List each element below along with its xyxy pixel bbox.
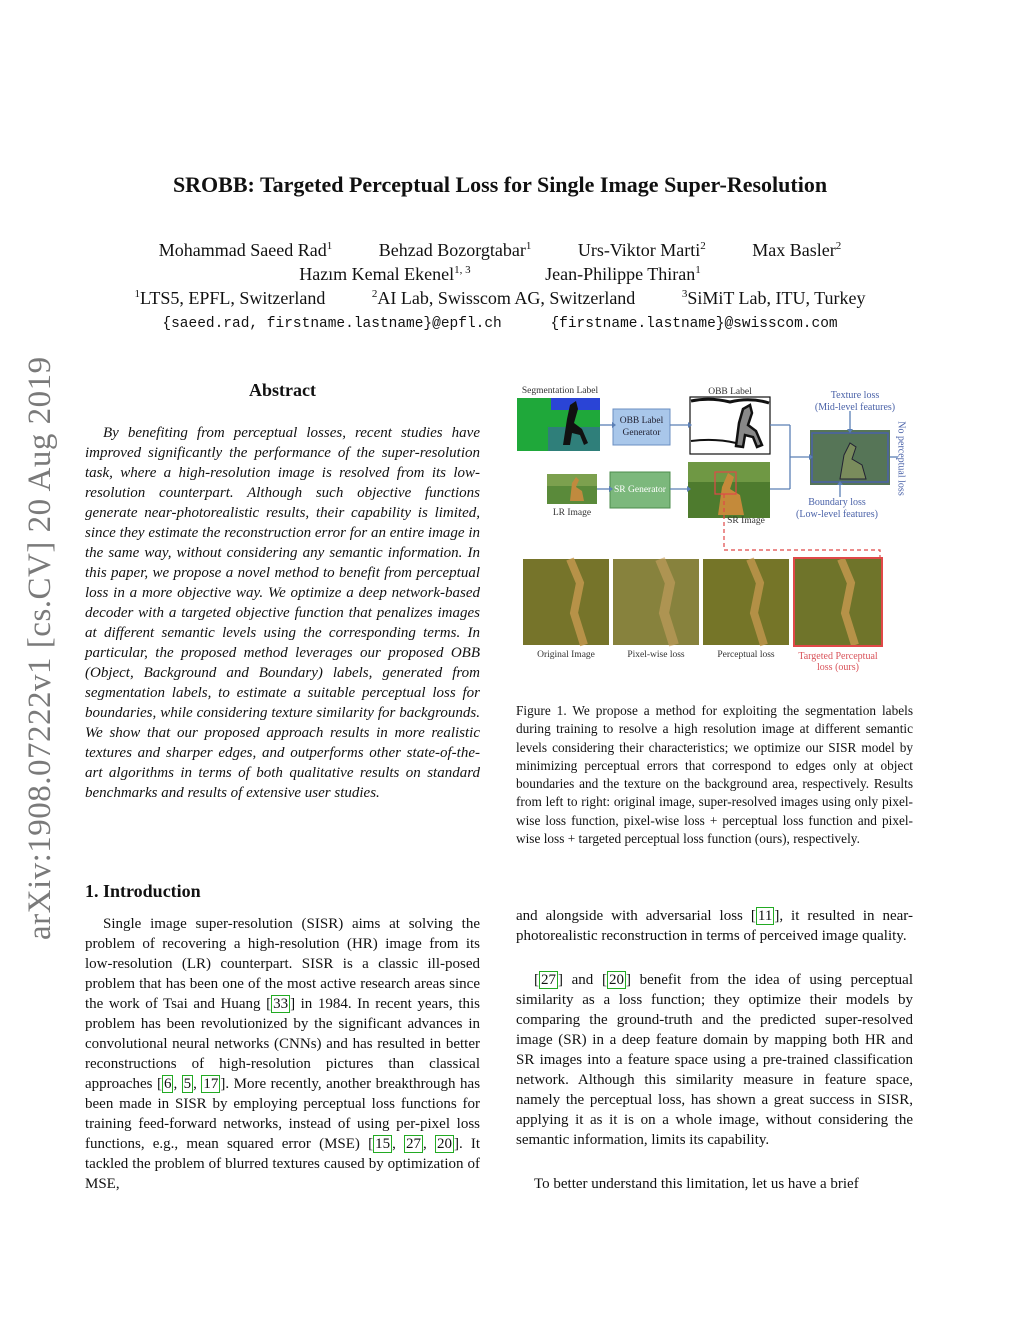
crop-label-pixel: Pixel-wise loss <box>627 650 685 660</box>
obb-label-image <box>690 397 770 454</box>
citation-link[interactable]: 17 <box>203 1076 219 1092</box>
authors-row-2 <box>80 264 920 285</box>
intro-paragraph-2: and alongside with adversarial loss [ 11 ], it resulted in near-photorealistic reconstruction in terms of perceived image quality. <box>516 908 913 944</box>
paper-title: SROBB: Targeted Perceptual Loss for Single Image Super-Resolution <box>172 172 828 197</box>
citation-link[interactable]: 6 <box>163 1076 172 1092</box>
figure-1-caption: Figure 1. We propose a method for exploiting the segmentation labels during training to resolve a high resolution image at different semantic levels considering their characteristics; we optimize our SISR model by minimizing perceptual errors that correspond to edges only at object boundaries and the texture on the background area, respectively. Results from left to right: original image, super-resolved images using only pixel-wise loss function, pixel-wise loss + perceptual loss function and pixel-wise loss + targeted perceptual loss function (ours), respectively. <box>516 703 913 847</box>
intro-paragraph-3: [ 27 ] and [ 20 ] benefit from the idea of using perceptual similarity as a loss function; they optimize their models by comparing the ground-truth and the predicted super-resolved image (SR) in a deep feature domain by mapping both HR and SR images into a feature space using a pre-trained classification network. Although this similarity measure in feature space, namely the perceptual loss, has shown a great success in SISR, applying it as it is on a whole image, without considering the semantic information, limits its capability. <box>516 972 913 1148</box>
crop-targeted <box>794 558 882 646</box>
crop-perceptual <box>703 559 789 645</box>
author: Jean-Philippe Thiran$^1$ <box>545 264 701 284</box>
author: Mohammad Saeed Rad$^1$ <box>158 240 333 260</box>
mid-level-label: (Mid-level features) <box>814 402 896 413</box>
citation-link[interactable]: 27 <box>541 972 556 988</box>
affiliation: $^2$AI Lab, Swisscom AG, Switzerland <box>371 288 636 308</box>
affiliation: $^1$LTS5, EPFL, Switzerland <box>134 288 326 308</box>
author: Urs-Viktor Marti$^2$ <box>577 240 706 260</box>
texture-loss-label: Texture loss <box>830 390 880 401</box>
obb-generator-label: OBB Label Generator <box>619 416 664 438</box>
citation-link[interactable]: 11 <box>757 908 773 924</box>
crop-pixel-wise <box>613 559 699 645</box>
abstract-text: By benefiting from perceptual losses, recent studies have improved significantly the performance of the super-resolution task, where a high-resolution image is resolved from its low-resolution counterpart. Although such objective functions generate near-photorealistic results, their capability is limited, since they estimate the reconstruction error for an entire image in the same way, without considering any semantic information. In this paper, we propose a novel method to benefit from perceptual loss in a more objective way. We optimize a deep network-based decoder with a targeted objective function that penalizes images at different semantic levels using the corresponding terms. In particular, the proposed method leverages our proposed OBB (Object, Background and Boundary) labels, generated from segmentation labels, to estimate a suitable perceptual loss for boundaries, while considering texture similarity for backgrounds. We show that our proposed approach results in more realistic textures and sharper edges, and outperforms other state-of-the-art algorithms in terms of both qualitative results on standard benchmarks and results of extensive user studies. <box>85 425 480 801</box>
segmentation-label-image <box>517 398 600 451</box>
low-level-label: (Low-level features) <box>796 509 878 520</box>
boundary-loss-label: Boundary loss <box>808 497 866 508</box>
figure-1-diagram <box>510 383 920 683</box>
sr-image-caption: SR Image <box>727 516 765 526</box>
affiliation: $^3$SiMiT Lab, ITU, Turkey <box>681 288 866 308</box>
emails <box>80 316 920 332</box>
abstract-heading: Abstract <box>249 380 316 400</box>
author: Hazım Kemal Ekenel$^{1, 3}$ <box>299 264 471 284</box>
citation-link[interactable]: 15 <box>375 1136 391 1152</box>
crop-label-perceptual: Perceptual loss <box>717 650 775 660</box>
lr-image-caption: LR Image <box>552 508 592 518</box>
affiliations <box>80 288 920 309</box>
segmentation-label-caption: Segmentation Label <box>521 386 599 396</box>
intro-paragraph-4: To better understand this limitation, let us have a brief <box>534 1176 859 1192</box>
authors-row-1 <box>80 240 920 261</box>
texture-overlay-image <box>810 430 890 485</box>
arxiv-stamp: arXiv:1908.07222v1 [cs.CV] 20 Aug 2019 <box>22 356 58 940</box>
intro-heading: 1. Introduction <box>85 881 201 901</box>
email: {firstname.lastname}@swisscom.com <box>550 316 838 332</box>
crop-label-targeted: Targeted Perceptual loss (ours) <box>798 651 878 673</box>
sr-generator-label: SR Generator <box>614 485 666 495</box>
author: Max Basler$^2$ <box>752 240 842 260</box>
crop-original <box>523 559 609 645</box>
intro-paragraph-1: Single image super-resolution (SISR) aims at solving the problem of recovering a high-resolution (HR) image from its low-resolution (LR) counterpart. SISR is a classic ill-posed problem that has been one of the most active research areas since the work of Tsai and Huang [ 33 ] in 1984. In recent years, this problem has been revolutionized by the significant advances in convolutional neural networks (CNNs) and has resulted in better reconstructions of high-resolution pictures than classical approaches [ 6 , 5 , 17 ]. More recently, another breakthrough has been made in SISR by employing perceptual loss functions for training feed-forward networks, instead of using per-pixel loss functions, e.g., mean squared error (MSE) [ 15 , 27 , 20 ]. It tackled the problem of blurred textures caused by optimization of MSE, <box>85 916 481 1192</box>
crop-label-original: Original Image <box>537 650 595 660</box>
figure-1 <box>510 383 920 683</box>
obb-label-caption: OBB Label <box>708 387 752 397</box>
citation-link[interactable]: 20 <box>608 972 624 988</box>
lr-image <box>547 474 597 504</box>
author: Behzad Bozorgtabar$^1$ <box>378 240 532 260</box>
citation-link[interactable]: 27 <box>406 1136 422 1152</box>
citation-link[interactable]: 33 <box>273 996 289 1012</box>
citation-link[interactable]: 5 <box>183 1076 192 1092</box>
email: {saeed.rad, firstname.lastname}@epfl.ch <box>162 316 502 332</box>
citation-link[interactable]: 20 <box>436 1136 452 1152</box>
sr-image <box>688 462 770 518</box>
no-perceptual-loss-label: No perceptual loss <box>895 421 907 496</box>
